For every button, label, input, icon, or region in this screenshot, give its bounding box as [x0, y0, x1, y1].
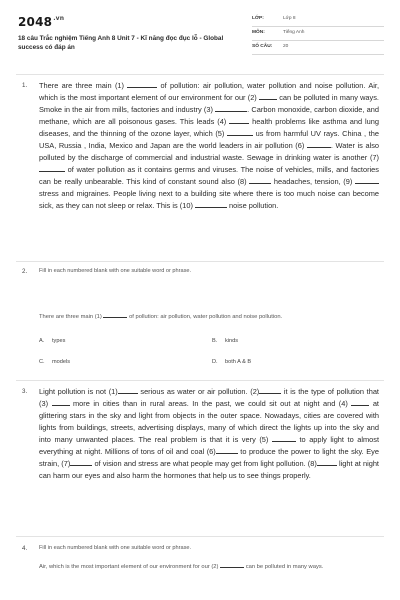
option-text: models [52, 359, 71, 365]
blank [127, 81, 157, 88]
blank [351, 399, 369, 406]
blank [259, 93, 277, 100]
passage-text: of pollution: air pollution, water pollution and noise pollution. Air, which is the most important element of our environment for our (2) [39, 81, 379, 103]
blank [39, 165, 65, 172]
passage-text: noise pollution. [229, 201, 279, 211]
passage-text: to apply light to almost everything at night. Millions of tons of oil and coal (6) [39, 435, 379, 457]
question-stem [39, 562, 379, 574]
meta-value: Lớp 8 [283, 16, 296, 21]
question-instruction: Fill in each numbered blank with one suitable word or phrase. [39, 545, 192, 551]
passage-text: us from harmful UV rays. China , the USA, Russia , India, Mexico and Japan are the world leaders in air pollution (6) [39, 129, 379, 151]
divider [16, 261, 384, 262]
passage-text: of vision and stress are what people may get from light pollution. (8) [94, 459, 317, 469]
logo-text: 2048 [18, 15, 53, 29]
passage-text: . Water is also polluted by the discharge of commercial and industrial waste. Sewage in drinking water is another (7) [39, 141, 380, 163]
option-d[interactable] [212, 359, 251, 365]
passage-text: serious as water or air pollution. (2) [140, 387, 260, 396]
option-a[interactable] [39, 338, 65, 344]
blank [52, 399, 70, 406]
document-title: 18 câu Trắc nghiệm Tiếng Anh 8 Unit 7 - Kĩ năng đọc đục lỗ - Global success có đáp án [18, 35, 224, 51]
question-number: 2. [22, 268, 28, 275]
blank [249, 177, 271, 184]
blank [272, 435, 296, 442]
option-text: types [52, 338, 66, 344]
blank [216, 447, 238, 454]
passage-text: of water pollution as it contains germs and viruses. The noise of vehicles, mills, and factories can be really unbearable. This kind of constant sound also (8) [39, 165, 379, 187]
option-text: kinds [225, 338, 239, 344]
blank [70, 459, 92, 466]
passage-text: There are three main (1) [39, 81, 124, 90]
meta-value: 20 [283, 44, 289, 49]
passage-text: more in cities than in rural areas. In the past, we could sit out at night and (4) [73, 399, 348, 409]
blank [195, 201, 227, 208]
logo-suffix: .vn [53, 15, 65, 22]
passage-text: stress and migraines. People living next to a building site where there is too much noise can become sick, as they can not sleep or relax. This is (10) [39, 189, 379, 211]
question-number: 4. [22, 545, 28, 552]
option-b[interactable] [212, 338, 238, 344]
passage-text: at glittering stars in the sky and light from objects in the outer space. Nowadays, cities are covered with lights from buildings, streets, advertising displays, many of which direct the lights up into the sky and into many unwanted places. The real problem is that it is very (5) [39, 399, 379, 445]
blank [220, 563, 244, 568]
option-letter: D. [212, 359, 218, 365]
option-letter: C. [39, 359, 45, 365]
meta-value: Tiếng Anh [283, 30, 305, 35]
passage-text: can be polluted in many ways. Smoke in the air from mills, factories and industry (3) [39, 93, 379, 115]
option-letter: A. [39, 338, 45, 344]
passage-text: light at night can harm our eyes and also harm the hormones that help us to see things properly. [39, 459, 379, 481]
blank [215, 105, 247, 112]
question-1-passage [39, 80, 379, 213]
blank [229, 117, 249, 124]
meta-label: MÔN: [252, 30, 265, 35]
stem-text: can be polluted in many ways. [245, 564, 324, 570]
meta-row-subject [252, 28, 384, 41]
passage-text: . Carbon monoxide, carbon dioxide, and methane, which are all poisonous gases. This leads (4) [39, 105, 380, 127]
option-letter: B. [212, 338, 218, 344]
stem-text: There are three main (1) [39, 314, 102, 320]
question-3-passage [39, 386, 379, 482]
document-meta [252, 14, 384, 56]
meta-label: LỚP: [252, 16, 264, 21]
blank [355, 177, 379, 184]
stem-text: Air, which is the most important element of our environment for our (2) [39, 564, 219, 570]
option-text: both A & B [225, 359, 252, 365]
stem-text: of pollution: air pollution, water pollution and noise pollution. [129, 314, 283, 320]
blank [103, 313, 127, 318]
blank [227, 129, 253, 136]
passage-text: to produce the power to light the sky. Eye strain, (7) [39, 447, 379, 469]
passage-text: headaches, tension, (9) [273, 177, 353, 187]
blank [259, 387, 281, 394]
meta-row-class [252, 14, 384, 27]
question-number: 3. [22, 388, 28, 395]
divider [16, 74, 384, 75]
blank [118, 387, 138, 394]
divider [16, 536, 384, 537]
question-instruction: Fill in each numbered blank with one suitable word or phrase. [39, 268, 192, 274]
passage-text: health problems like asthma and lung diseases, and the thinning of the ozone layer, which (5) [39, 117, 379, 139]
meta-row-count [252, 42, 384, 55]
meta-label: SỐ CÂU: [252, 44, 273, 49]
passage-text: it is the type of pollution that (3) [39, 387, 379, 409]
passage-text: Light pollution is not (1) [39, 387, 118, 396]
site-logo[interactable] [18, 15, 64, 29]
question-number: 1. [22, 82, 28, 89]
blank [317, 459, 337, 466]
document-header [0, 0, 400, 58]
divider [16, 380, 384, 381]
question-stem [39, 312, 379, 324]
option-c[interactable] [39, 359, 70, 365]
blank [307, 141, 331, 148]
